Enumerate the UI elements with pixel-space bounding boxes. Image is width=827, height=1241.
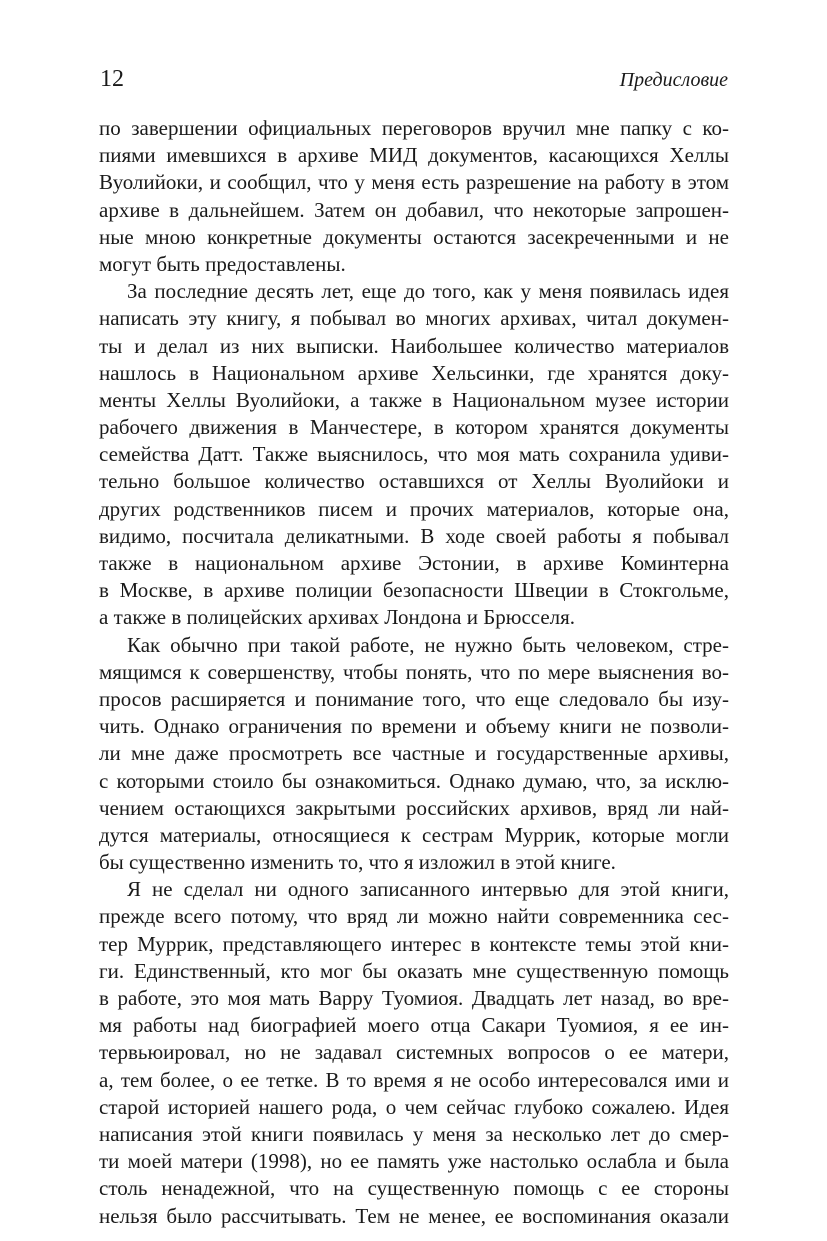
- text-line: а также в полицейских архивах Лондона и Брюсселя.: [99, 605, 576, 630]
- text-line: тер Муррик, представляющего интерес в контексте темы этой кни-: [99, 931, 729, 956]
- text-line: мящимся к совершенству, чтобы понять, что по мере выяснения во-: [99, 659, 729, 684]
- text-line: а, тем более, о ее тетке. В то время я не особо интересовался ими и: [99, 1067, 729, 1092]
- text-line: Я не сделал ни одного записанного интервью для этой книги,: [127, 877, 729, 902]
- text-line: ты и делал из них выписки. Наибольшее количество материалов: [99, 333, 729, 358]
- text-line: ные мною конкретные документы остаются засекреченными и не: [99, 224, 729, 249]
- page-number: 12: [100, 66, 124, 92]
- text-line: просов расширяется и понимание того, что еще следовало бы изу-: [99, 686, 729, 711]
- text-line: в Москве, в архиве полиции безопасности Швеции в Стокгольме,: [99, 578, 729, 603]
- text-line: менты Хеллы Вуолийоки, а также в Национальном музее истории: [99, 387, 729, 412]
- text-line: других родственников писем и прочих материалов, которые она,: [99, 496, 729, 521]
- text-line: в работе, это моя мать Вappу Туомиоя. Двадцать лет назад, во вре-: [99, 986, 729, 1010]
- text-line: рабочего движения в Манчестере, в котором хранятся документы: [99, 415, 729, 440]
- text-line: тельно большое количество оставшихся от Хеллы Вуолийоки и: [99, 469, 729, 494]
- text-line: прежде всего потому, что вряд ли можно найти современника сес-: [99, 904, 729, 929]
- text-line: Как обычно при такой работе, не нужно быть человеком, стре-: [127, 632, 729, 657]
- text-line: ги. Единственный, кто мог бы оказать мне существенную помощь: [99, 958, 729, 983]
- text-line: старой историей нашего рода, о чем сейчас глубоко сожалею. Идея: [99, 1094, 729, 1119]
- text-line: Вуолийоки, и сообщил, что у меня есть разрешение на работу в этом: [99, 170, 729, 195]
- text-line: мя работы над биографией моего отца Сакари Туомиоя, я ее ин-: [99, 1013, 729, 1038]
- running-title: Предисловие: [619, 69, 728, 91]
- text-line: чением остающихся закрытыми российских архивов, вряд ли най-: [99, 795, 729, 820]
- text-line: написания этой книги появилась у меня за несколько лет до смер-: [99, 1121, 729, 1146]
- text-line: архиве в дальнейшем. Затем он добавил, что некоторые запрошен-: [99, 197, 729, 222]
- text-line: нельзя было рассчитывать. Тем не менее, ее воспоминания оказали: [99, 1203, 729, 1228]
- text-line: бы существенно изменить то, что я изложил в этой книге.: [99, 850, 616, 875]
- text-line: дутся материалы, относящиеся к сестрам Муррик, которые могли: [99, 822, 729, 847]
- text-line: написать эту книгу, я побывал во многих архивах, читал докумен-: [99, 306, 729, 331]
- text-line: столь ненадежной, что на существенную помощь с ее стороны: [99, 1176, 729, 1201]
- text-line: по завершении официальных переговоров вручил мне папку с ко-: [99, 116, 729, 140]
- text-line: ти моей матери (1998), но ее память уже настолько ослабла и была: [99, 1149, 729, 1174]
- text-line: За последние десять лет, еще до того, как у меня появилась идея: [127, 279, 729, 304]
- body-text: [99, 115, 729, 1230]
- text-line: ли мне даже просмотреть все частные и государственные архивы,: [99, 741, 729, 766]
- text-line: видимо, посчитала деликатными. В ходе своей работы я побывал: [99, 523, 729, 548]
- text-line: пиями имевшихся в архиве МИД документов, касающихся Хеллы: [99, 143, 729, 168]
- text-line: могут быть предоставлены.: [99, 251, 346, 276]
- text-line: семейства Датт. Также выяснилось, что моя мать сохранила удиви-: [99, 442, 729, 467]
- text-line: чить. Однако ограничения по времени и объему книги не позволи-: [99, 714, 729, 739]
- text-line: тервьюировал, но не задавал системных вопросов о ее матери,: [99, 1040, 729, 1065]
- text-line: с которыми стоило бы ознакомиться. Однако думаю, что, за исклю-: [99, 768, 729, 793]
- text-line: нашлось в Национальном архиве Хельсинки, где хранятся доку-: [99, 360, 729, 385]
- text-line: также в национальном архиве Эстонии, в архиве Коминтерна: [99, 551, 729, 575]
